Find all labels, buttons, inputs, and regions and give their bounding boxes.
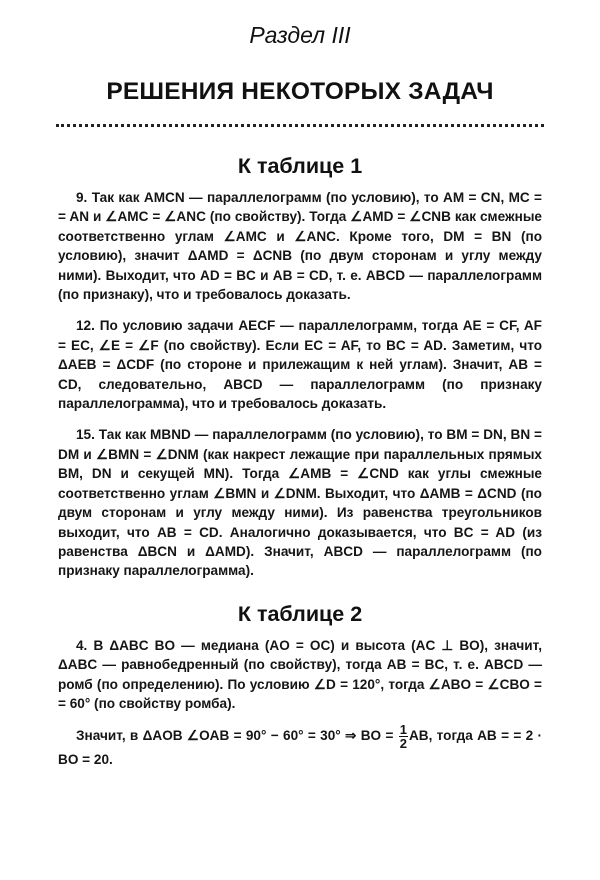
- page: [0, 20, 600, 880]
- fraction: [399, 723, 408, 750]
- problem-text: Так как MBND — параллелограмм (по условию), то BM = DN, BN = DM и ∠BMN = ∠DNM (как накрест лежащие при параллельных прямых BM, DN и секущей MN). Тогда ∠AMB = ∠CND как углы смежные соответственно углам ∠BMN и ∠DNM. Выходит, что ΔAMB = ΔCND (по двум сторонам и углу между ними). Из равенства треугольников выходит, что AB = CD. Аналогично доказывается, что BC = AD (из равенства ΔBCN и ΔAMD). Значит, ABCD — параллелограмм (по признаку параллелограмма).: [58, 427, 542, 579]
- problem-text: В ΔABC BO — медиана (AO = OC) и высота (AC ⊥ BO), значит, ΔABC — равнобедренный (по свойству), тогда AB = BC, т. е. ABCD — ромб (по определению). По условию ∠D = 120°, тогда ∠ABO = ∠CBO = = 60° (по свойству ромба).: [58, 637, 542, 711]
- continuation-text-before: Значит, в ΔAOB ∠OAB = 90° − 60° = 30° ⇒ BO =: [76, 728, 394, 744]
- problem-number: 12.: [76, 318, 95, 334]
- fraction-denominator: 2: [399, 736, 407, 752]
- page-title: РЕШЕНИЯ НЕКОТОРЫХ ЗАДАЧ: [106, 78, 494, 105]
- section-heading-table-1: К таблице 1: [237, 154, 363, 178]
- fraction-numerator: 1: [399, 722, 407, 738]
- dotted-divider: [56, 124, 544, 127]
- problem-text: Так как AMCN — параллелограмм (по условию), то AM = CN, MC = = AN и ∠AMC = ∠ANC (по свойству). Тогда ∠AMD = ∠CNB как смежные соответственно углам ∠AMC и ∠ANC. Кроме того, DM = BN (по условию), значит ΔAMD = ΔCNB (по двум сторонам и углу между ними). Выходит, что AD = BC и AB = CD, т. е. ABCD — параллелограмм (по признаку), что и требовалось доказать.: [58, 190, 542, 303]
- problem-9: [58, 188, 542, 304]
- section-heading-table-2: К таблице 2: [237, 601, 363, 626]
- section-label: Раздел III: [249, 22, 351, 48]
- problem-4-continuation: [58, 723, 542, 769]
- problem-text: По условию задачи AECF — параллелограмм, тогда AE = CF, AF = EC, ∠E = ∠F (по свойству). Если EC = AF, то BC = AD. Заметим, что ΔAEB = ΔCDF (по стороне и прилежащим к ней углам). Значит, AB = CD, следовательно, ABCD — параллелограмм (по признаку параллелограмма), что и требовалось доказать.: [58, 318, 542, 412]
- continuation-text-after: AB, тогда AB = = 2 · BO = 20.: [58, 728, 542, 768]
- problem-4: [58, 636, 542, 714]
- problem-15: [58, 425, 542, 580]
- problem-number: 4.: [76, 637, 88, 653]
- problem-12: [58, 316, 542, 413]
- problem-number: 15.: [76, 427, 95, 443]
- problem-number: 9.: [76, 190, 88, 205]
